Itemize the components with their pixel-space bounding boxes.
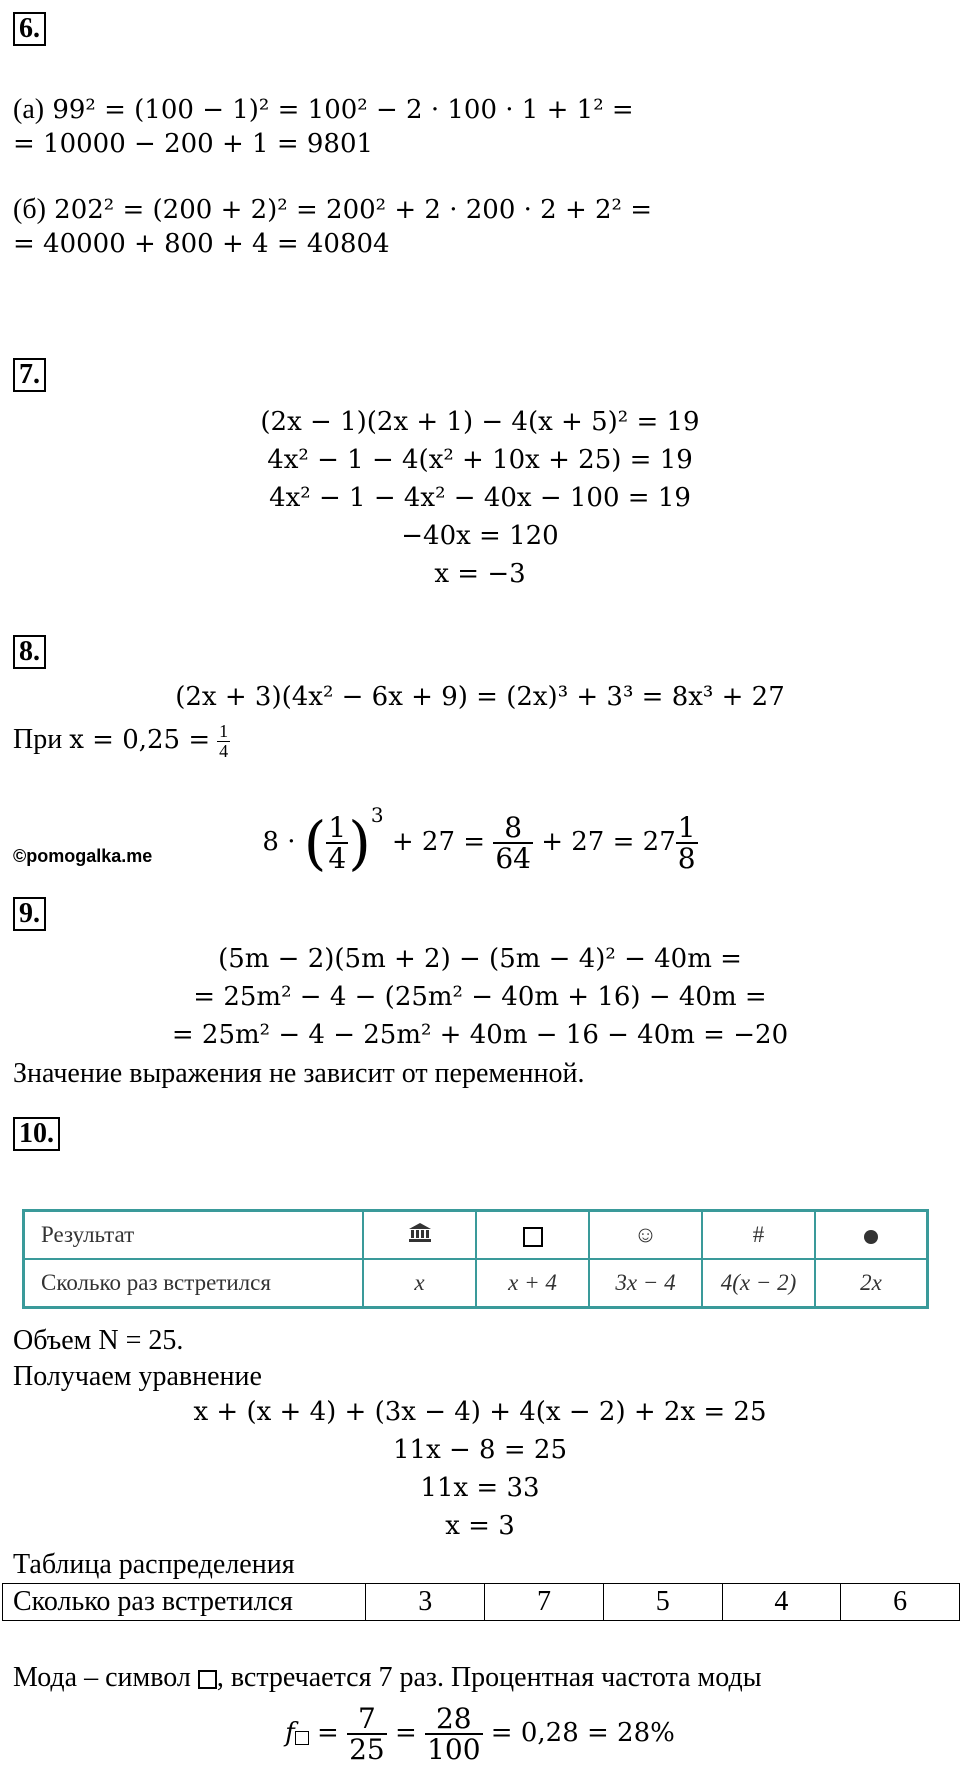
p8-calc-base-n: 1 — [328, 810, 347, 844]
problem-number-9: 9. — [13, 897, 46, 931]
p6-line-a1 — [13, 93, 634, 127]
p8-mixed-d: 8 — [677, 842, 696, 875]
smiley-icon: ☺ — [589, 1211, 702, 1260]
p10-frac2-n: 28 — [425, 1704, 482, 1735]
table-cell: x + 4 — [476, 1259, 589, 1308]
p6-a-label: (а) — [13, 94, 45, 125]
p10-frequency — [0, 1700, 960, 1766]
p6-line-a2: = 10000 − 200 + 1 = 9801 — [13, 129, 374, 159]
p7-line-4: −40x = 120 — [401, 521, 559, 551]
table-cell: 5 — [603, 1584, 722, 1621]
p6-b-label: (б) — [13, 194, 46, 225]
square-icon — [295, 1731, 309, 1745]
p10-mode-text-1: Мода – символ — [13, 1662, 191, 1693]
p8-pri-expr: x = 0,25 = — [69, 724, 211, 755]
p8-mixed-n: 1 — [677, 810, 696, 844]
p10-mode-text-2: , встречается 7 раз. Процентная частота моды — [216, 1662, 762, 1693]
p9-line-2: = 25m² − 4 − (25m² − 40m + 16) − 40m = — [193, 982, 767, 1012]
p10-volume: Объем N = 25. — [13, 1325, 184, 1356]
temple-icon — [363, 1211, 476, 1260]
p8-frac-d: 4 — [219, 740, 229, 761]
p10-eq-line-3: 11x = 33 — [420, 1473, 540, 1503]
p8-calc-frac — [493, 810, 533, 875]
p10-eq-line-1: x + (x + 4) + (3x − 4) + 4(x − 2) + 2x = 25 — [193, 1397, 767, 1427]
p6-line-b1 — [13, 193, 652, 227]
p6-line-b2: = 40000 + 800 + 4 = 40804 — [13, 229, 390, 259]
table-cell: 7 — [485, 1584, 604, 1621]
p8-calc-tail: + 27 = 27 — [541, 827, 676, 857]
p8-mixed-frac — [676, 810, 698, 875]
hash-symbol: # — [702, 1211, 815, 1260]
p7-line-2: 4x² − 1 − 4(x² + 10x + 25) = 19 — [267, 445, 693, 475]
p10-eq-line-2: 11x − 8 = 25 — [392, 1435, 567, 1465]
p10-mode-text — [13, 1661, 762, 1695]
problem-number-10: 10. — [13, 1117, 60, 1151]
p6-a-expr: 99² = (100 − 1)² = 100² − 2 · 100 · 1 + 1² = — [52, 95, 634, 125]
p9-line-1: (5m − 2)(5m + 2) − (5m − 4)² − 40m = — [218, 944, 742, 974]
table-row — [3, 1584, 960, 1621]
p8-pri: При — [13, 723, 63, 755]
p8-calc-frac-d: 64 — [495, 842, 531, 875]
dot-icon — [815, 1211, 928, 1260]
table-cell: x — [363, 1259, 476, 1308]
table-cell: 3x − 4 — [589, 1259, 702, 1308]
table-cell: 4 — [722, 1584, 841, 1621]
p10-frac-2 — [425, 1701, 482, 1766]
problem-number-6: 6. — [13, 12, 46, 46]
dist-label: Сколько раз встретился — [3, 1584, 366, 1621]
p10-eq-line-4: x = 3 — [445, 1511, 515, 1541]
p8-calc-base-d: 4 — [328, 842, 347, 875]
square-icon — [476, 1211, 589, 1260]
p9-line-3: = 25m² − 4 − 25m² + 40m − 16 − 40m = −20 — [171, 1020, 789, 1050]
p8-calc-lead: 8 · — [262, 827, 296, 857]
p10-f-tail: = 0,28 = 28% — [490, 1718, 675, 1748]
p8-calc-exp: 3 — [370, 803, 384, 827]
watermark: ©pomogalka.me — [13, 846, 153, 866]
p7-line-3: 4x² − 1 − 4x² − 40x − 100 = 19 — [269, 483, 691, 513]
table-cell: 3 — [366, 1584, 485, 1621]
p10-f-eq2: = — [395, 1718, 417, 1748]
p7-line-5: x = −3 — [434, 559, 526, 589]
p8-fraction-quarter — [217, 722, 230, 761]
distribution-table — [2, 1583, 960, 1621]
p8-line-1: (2x + 3)(4x² − 6x + 9) = (2x)³ + 3³ = 8x³ + 27 — [175, 682, 785, 712]
table-cell: 4(x − 2) — [702, 1259, 815, 1308]
p10-frac1-d: 25 — [349, 1733, 385, 1766]
problem-number-8: 8. — [13, 635, 46, 669]
p10-frac2-d: 100 — [427, 1733, 481, 1766]
p10-equation-intro: Получаем уравнение — [13, 1361, 262, 1392]
p8-calc-plus: + 27 = — [391, 827, 486, 857]
p10-f-label: f — [285, 1718, 295, 1748]
table-row — [24, 1211, 928, 1260]
p8-given — [13, 722, 230, 761]
p7-line-1: (2x − 1)(2x + 1) − 4(x + 5)² = 19 — [260, 407, 700, 437]
p8-calc-frac-base — [326, 810, 348, 875]
p10-dist-title: Таблица распределения — [13, 1549, 295, 1580]
table-header-result: Результат — [24, 1211, 364, 1260]
table-cell: 6 — [841, 1584, 960, 1621]
table-row — [24, 1259, 928, 1308]
p8-right-paren: ) — [348, 809, 371, 877]
results-table — [22, 1209, 929, 1309]
p10-frac1-n: 7 — [347, 1704, 387, 1735]
table-cell: 2x — [815, 1259, 928, 1308]
table-header-count: Сколько раз встретился — [24, 1259, 364, 1308]
p10-frac-1 — [347, 1701, 387, 1766]
p10-f-eq1: = — [317, 1718, 339, 1748]
p8-frac-n: 1 — [219, 721, 229, 741]
problem-number-7: 7. — [13, 358, 46, 392]
p8-left-paren: ( — [303, 809, 327, 877]
square-icon — [198, 1670, 217, 1689]
p6-b-expr: 202² = (200 + 2)² = 200² + 2 · 200 · 2 + 2² = — [54, 195, 653, 225]
p9-conclusion: Значение выражения не зависит от переменной. — [13, 1058, 585, 1089]
p8-calc-frac-n: 8 — [493, 813, 533, 844]
